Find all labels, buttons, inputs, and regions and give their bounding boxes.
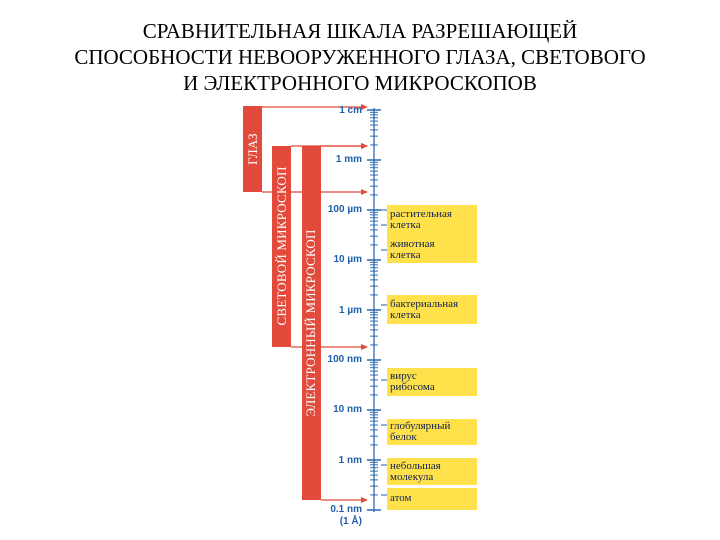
scale-label-1mm: 1 mm — [335, 154, 362, 165]
bacterial-cell-label-2: клетка — [390, 309, 421, 321]
scale-label-angstrom: (1 Å) — [339, 516, 362, 527]
light-microscope-bar-label: СВЕТОВОЙ МИКРОСКОП — [274, 166, 289, 326]
title-line-2: СПОСОБНОСТИ НЕВООРУЖЕННОГО ГЛАЗА, СВЕТОВОГО — [74, 45, 646, 69]
title-line-3: И ЭЛЕКТРОННОГО МИКРОСКОПОВ — [183, 71, 537, 95]
scale-label-10um: 10 µm — [333, 254, 362, 265]
protein-label-1: глобулярный — [390, 420, 451, 432]
scale-label-1cm: 1 cm — [339, 105, 362, 116]
animal-cell-label-2: клетка — [390, 249, 421, 261]
bacterial-cell-label-1: бактериальная — [390, 298, 459, 310]
atom-label: атом — [390, 492, 412, 504]
eye-bottom-arrow-head — [361, 189, 368, 195]
plant-cell-label-1: растительная — [390, 208, 452, 220]
eye-bar-label: ГЛАЗ — [245, 133, 260, 165]
molecule-label-1: небольшая — [390, 460, 441, 472]
scale-label-100um: 100 µm — [327, 204, 362, 215]
animal-cell-label-1: животная — [390, 238, 435, 250]
electron-bottom-arrow-head — [361, 497, 368, 503]
title-line-1: СРАВНИТЕЛЬНАЯ ШКАЛА РАЗРЕШАЮЩЕЙ — [142, 19, 578, 43]
protein-label-2: белок — [390, 431, 417, 443]
virus-label-1: вирус — [390, 370, 417, 382]
plant-cell-label-2: клетка — [390, 219, 421, 231]
scale-label-100nm: 100 nm — [327, 354, 362, 365]
molecule-label-2: молекула — [390, 471, 434, 483]
virus-label-2: рибосома — [390, 381, 435, 393]
electron-range-arrow-head — [361, 143, 368, 149]
eye-range-arrow-head — [361, 104, 368, 110]
scale-label-1um: 1 µm — [339, 305, 362, 316]
scale-label-01nm: 0.1 nm — [330, 504, 362, 515]
scale-label-1nm: 1 nm — [338, 455, 362, 466]
light-bottom-arrow-head — [361, 344, 368, 350]
electron-microscope-bar-label: ЭЛЕКТРОННЫЙ МИКРОСКОП — [303, 229, 318, 417]
scale-label-10nm: 10 nm — [333, 404, 362, 415]
